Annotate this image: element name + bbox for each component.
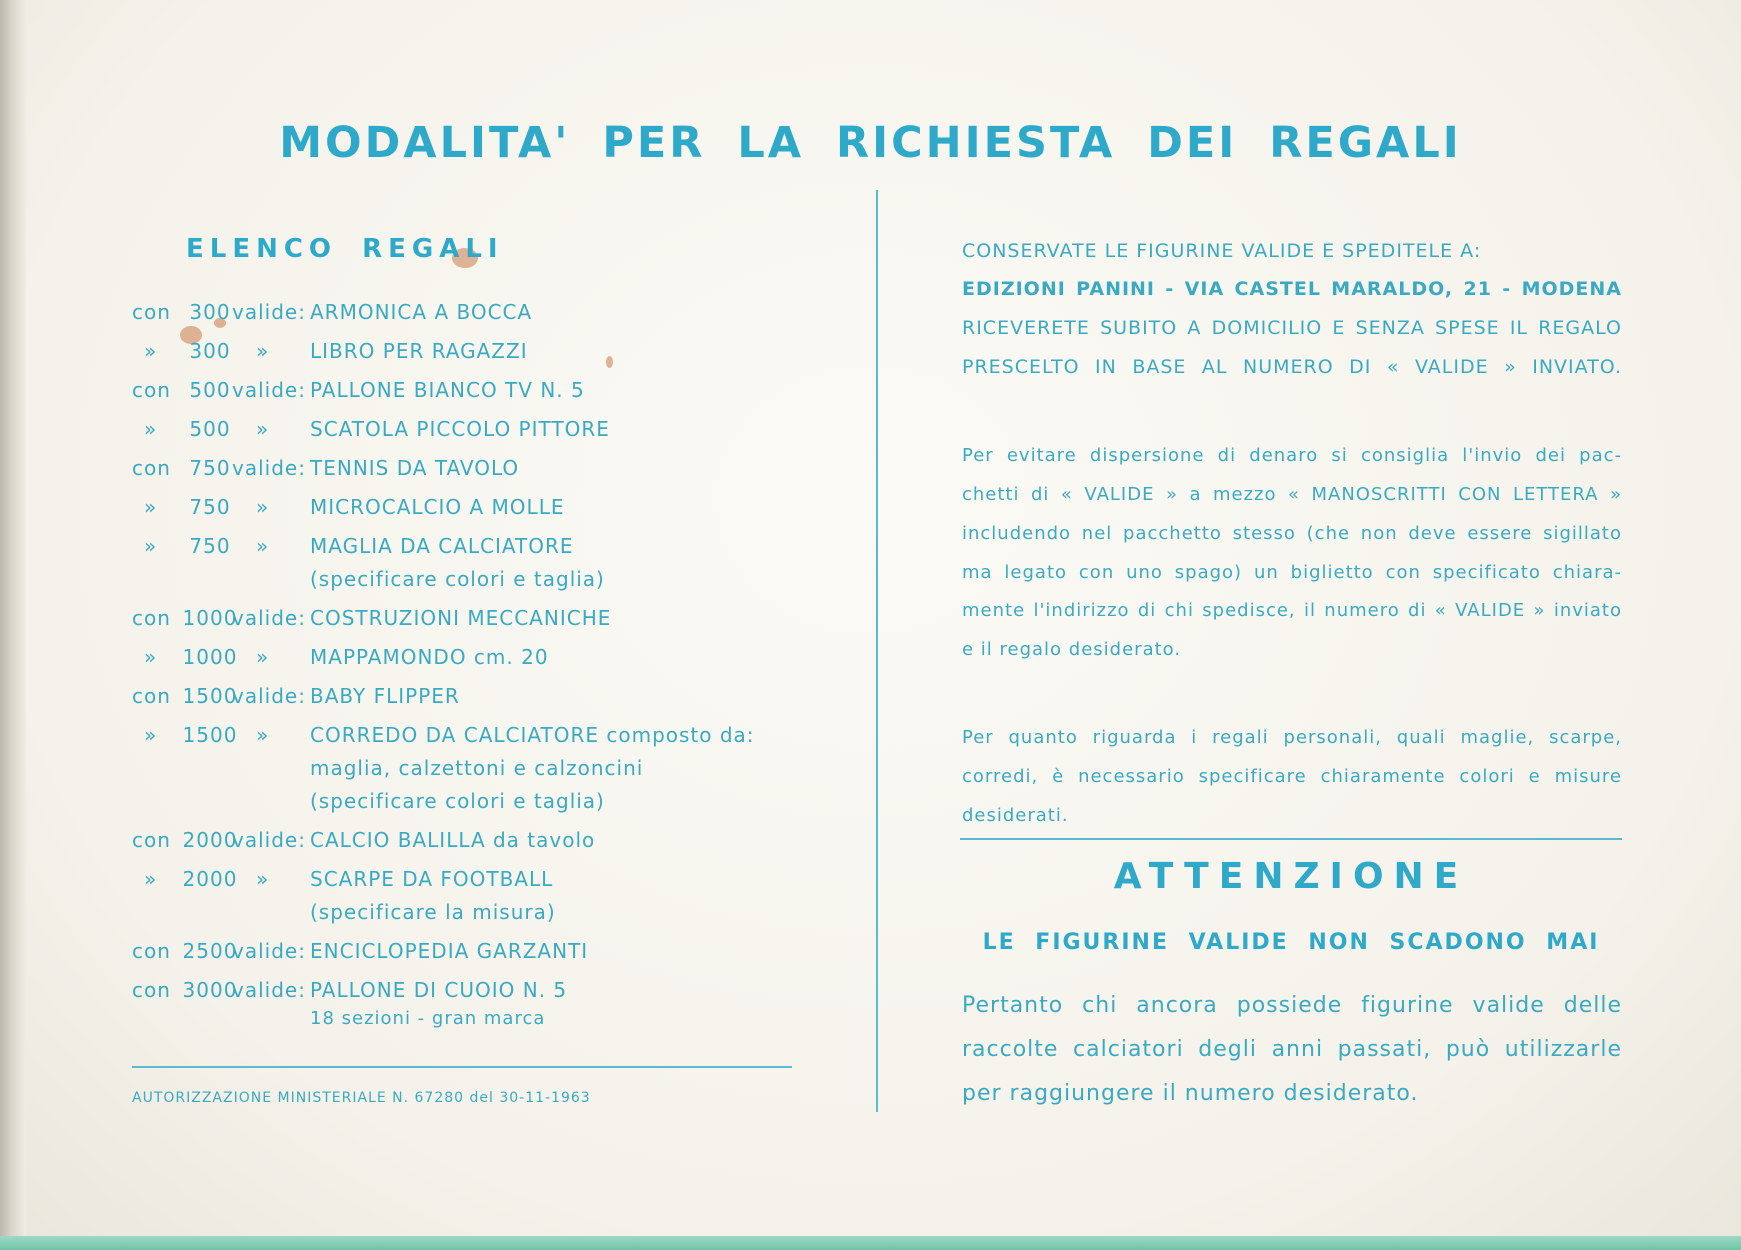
- gift-name: MAGLIA DA CALCIATORE: [310, 534, 574, 558]
- gift-note: 18 sezioni - gran marca: [310, 1008, 546, 1029]
- gift-count: 300: [189, 300, 231, 324]
- gift-name: CALCIO BALILLA da tavolo: [310, 828, 596, 852]
- gift-name: SCATOLA PICCOLO PITTORE: [310, 417, 610, 441]
- attention-line: Pertanto chi ancora possiede figurine valide delle: [962, 993, 1622, 1018]
- gift-valide: valide:: [232, 828, 306, 852]
- instruction-line: ma legato con uno spago) un biglietto con specificato chiara-: [962, 562, 1622, 583]
- instruction-line: includendo nel pacchetto stesso (che non deve essere sigillato: [962, 523, 1622, 544]
- attention-line: raccolte calciatori degli anni passati, può utilizzarle: [962, 1037, 1622, 1062]
- gift-prefix: »: [144, 645, 158, 669]
- gift-count: 750: [189, 495, 231, 519]
- gift-prefix: »: [144, 339, 158, 363]
- gift-list-title: ELENCO REGALI: [186, 234, 504, 264]
- instruction-line: chetti di « VALIDE » a mezzo « MANOSCRITTI CON LETTERA »: [962, 484, 1622, 505]
- right-rule: [960, 838, 1622, 840]
- gift-prefix: con: [132, 606, 171, 630]
- gift-count: 2000: [182, 867, 238, 891]
- gift-name: BABY FLIPPER: [310, 684, 460, 708]
- gift-count: 3000: [182, 978, 238, 1002]
- bottom-color-band: [0, 1236, 1741, 1250]
- gift-name: PALLONE DI CUOIO N. 5: [310, 978, 568, 1002]
- gift-name: ARMONICA A BOCCA: [310, 300, 533, 324]
- gift-count: 2000: [182, 828, 238, 852]
- gift-prefix: con: [132, 456, 171, 480]
- gift-valide: valide:: [232, 378, 306, 402]
- attention-title: ATTENZIONE: [1113, 856, 1469, 897]
- gift-count: 2500: [182, 939, 238, 963]
- instruction-line: Per quanto riguarda i regali personali, quali maglie, scarpe,: [962, 727, 1622, 748]
- instruction-line: e il regalo desiderato.: [962, 639, 1182, 660]
- page-title: MODALITA' PER LA RICHIESTA DEI REGALI: [279, 118, 1462, 168]
- gift-name: SCARPE DA FOOTBALL: [310, 867, 554, 891]
- instruction-line: desiderati.: [962, 805, 1069, 826]
- instruction-line: mente l'indirizzo di chi spedisce, il numero di « VALIDE » inviato: [962, 600, 1622, 621]
- gift-valide: »: [256, 645, 270, 669]
- gift-count: 1500: [182, 684, 238, 708]
- gift-count: 1000: [182, 606, 238, 630]
- gift-count: 500: [189, 417, 231, 441]
- gift-valide: valide:: [232, 300, 306, 324]
- gift-count: 1500: [182, 723, 238, 747]
- gift-name: LIBRO PER RAGAZZI: [310, 339, 528, 363]
- gift-name: ENCICLOPEDIA GARZANTI: [310, 939, 589, 963]
- gift-prefix: »: [144, 723, 158, 747]
- gift-prefix: »: [144, 417, 158, 441]
- gift-count: 300: [189, 339, 231, 363]
- gift-note: (specificare la misura): [310, 900, 556, 924]
- gift-prefix: »: [144, 495, 158, 519]
- gift-prefix: con: [132, 684, 171, 708]
- gift-count: 1000: [182, 645, 238, 669]
- instruction-line: CONSERVATE LE FIGURINE VALIDE E SPEDITELE A:: [962, 240, 1482, 262]
- gift-count: 750: [189, 456, 231, 480]
- gift-valide: »: [256, 723, 270, 747]
- gift-prefix: »: [144, 534, 158, 558]
- gift-valide: valide:: [232, 606, 306, 630]
- gift-count: 500: [189, 378, 231, 402]
- gift-valide: »: [256, 417, 270, 441]
- instruction-line: corredi, è necessario specificare chiaramente colori e misure: [962, 766, 1622, 787]
- gift-name: TENNIS DA TAVOLO: [310, 456, 520, 480]
- gift-prefix: con: [132, 939, 171, 963]
- address-line: EDIZIONI PANINI - VIA CASTEL MARALDO, 21 - MODENA: [962, 278, 1622, 300]
- gift-count: 750: [189, 534, 231, 558]
- gift-name: MAPPAMONDO cm. 20: [310, 645, 549, 669]
- gift-valide: »: [256, 495, 270, 519]
- gift-note: (specificare colori e taglia): [310, 567, 605, 591]
- spine-shadow: [0, 0, 26, 1250]
- gift-valide: valide:: [232, 978, 306, 1002]
- gift-name: COSTRUZIONI MECCANICHE: [310, 606, 612, 630]
- gift-valide: »: [256, 534, 270, 558]
- gift-prefix: con: [132, 378, 171, 402]
- gift-valide: valide:: [232, 939, 306, 963]
- gift-valide: valide:: [232, 684, 306, 708]
- gift-name: CORREDO DA CALCIATORE composto da:: [310, 723, 755, 747]
- column-divider: [876, 190, 878, 1112]
- attention-subtitle: LE FIGURINE VALIDE NON SCADONO MAI: [982, 930, 1600, 955]
- left-rule: [132, 1066, 792, 1068]
- gift-note: maglia, calzettoni e calzoncini: [310, 756, 644, 780]
- gift-note: (specificare colori e taglia): [310, 789, 605, 813]
- gift-prefix: con: [132, 300, 171, 324]
- gift-prefix: con: [132, 828, 171, 852]
- instruction-line: Per evitare dispersione di denaro si consiglia l'invio dei pac-: [962, 445, 1622, 466]
- gift-valide: »: [256, 867, 270, 891]
- instruction-line: RICEVERETE SUBITO A DOMICILIO E SENZA SPESE IL REGALO: [962, 317, 1622, 339]
- gift-valide: »: [256, 339, 270, 363]
- attention-line: per raggiungere il numero desiderato.: [962, 1081, 1419, 1106]
- instruction-line: PRESCELTO IN BASE AL NUMERO DI « VALIDE » INVIATO.: [962, 356, 1622, 378]
- gift-prefix: »: [144, 867, 158, 891]
- gift-name: PALLONE BIANCO TV N. 5: [310, 378, 585, 402]
- gift-name: MICROCALCIO A MOLLE: [310, 495, 565, 519]
- stain-4: [606, 356, 613, 368]
- authorization-note: AUTORIZZAZIONE MINISTERIALE N. 67280 del 30-11-1963: [132, 1090, 591, 1106]
- gift-prefix: con: [132, 978, 171, 1002]
- gift-valide: valide:: [232, 456, 306, 480]
